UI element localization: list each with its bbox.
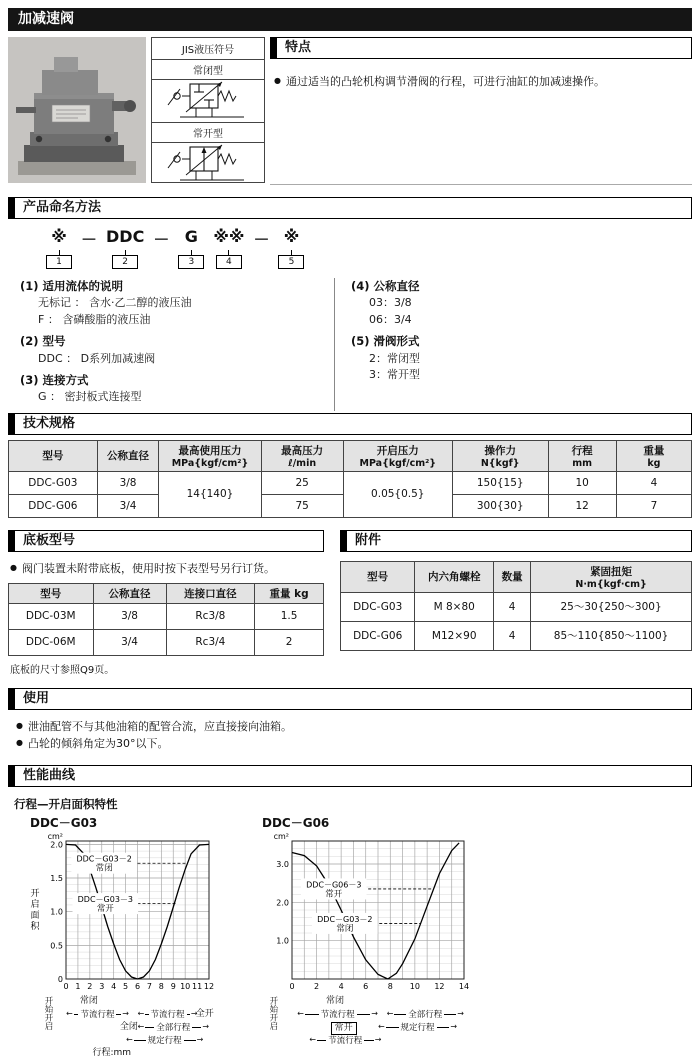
naming-group-spool — [351, 333, 688, 383]
specs-col-weight: 重量 kg — [616, 440, 691, 471]
accessories-table — [340, 561, 692, 651]
naming-group-line: 06：3/4 — [368, 312, 412, 326]
naming-group-diameter — [351, 278, 688, 328]
baseplate-cell: DDC-03M — [9, 603, 94, 629]
accessories-cell: M12×90 — [415, 621, 494, 650]
chart-annotation: ← 节流行程 → — [297, 1009, 378, 1021]
usage-heading: 使用 — [8, 688, 692, 710]
svg-text:4: 4 — [111, 981, 117, 991]
code-part: ※ — [283, 227, 300, 246]
chart-ddc-g06 — [258, 814, 482, 1060]
code-part: DDC — [106, 227, 145, 246]
accessories-cell: 4 — [494, 592, 531, 621]
baseplate-cell: 3/4 — [93, 629, 166, 655]
baseplate-note — [10, 560, 322, 577]
svg-text:11: 11 — [191, 981, 203, 991]
specs-col-cracking-pressure: 开启压力 MPa{kgf/cm²} — [343, 440, 452, 471]
spec-cell: DDC-G06 — [9, 494, 98, 517]
naming-left-column — [20, 278, 334, 411]
spec-cell-merged: 0.05{0.5} — [343, 471, 452, 517]
naming-group-heading: (1) 适用流体的说明 — [20, 279, 124, 293]
naming-group-heading: (2) 型号 — [20, 334, 66, 349]
accessories-row — [341, 592, 692, 621]
specs-col-operating-force: 操作力 N{kgf} — [452, 440, 548, 471]
top-section — [8, 37, 692, 185]
baseplate-header-row — [9, 583, 324, 603]
chart-annotation: 开始开启 — [43, 995, 54, 1030]
naming-group-heading: (4) 公称直径 — [350, 279, 420, 293]
svg-text:10: 10 — [180, 981, 191, 991]
chart-annotation: 全闭 — [119, 1021, 138, 1032]
chart-title: DDC－G06 — [262, 815, 330, 830]
svg-text:4: 4 — [338, 981, 344, 991]
svg-text:常闭: 常闭 — [95, 863, 113, 874]
svg-text:8: 8 — [387, 981, 393, 991]
svg-text:2.0: 2.0 — [276, 898, 289, 908]
spec-cell: 10 — [548, 471, 616, 494]
baseplate-row — [9, 629, 324, 655]
spec-cell: 300{30} — [452, 494, 548, 517]
baseplate-cell: Rc3/8 — [166, 603, 255, 629]
svg-text:0: 0 — [289, 981, 295, 991]
svg-text:8: 8 — [158, 981, 164, 991]
naming-section — [8, 219, 692, 413]
svg-text:cm²: cm² — [273, 831, 289, 841]
hydraulic-symbol-closed-icon — [156, 80, 260, 122]
code-part: － — [153, 230, 170, 249]
svg-text:6: 6 — [134, 981, 141, 991]
baseplate-cell: 3/8 — [93, 603, 166, 629]
baseplate-cell: 2 — [255, 629, 324, 655]
chart-annotation: 常闭 — [79, 995, 98, 1006]
naming-group-line: 无标记 ： 含水·乙二醇的液压油 — [38, 296, 192, 310]
svg-text:0.5: 0.5 — [50, 941, 63, 951]
page-title: 加减速阀 — [8, 8, 692, 31]
svg-text:2.0: 2.0 — [50, 840, 63, 850]
jis-label-normally-open: 常开型 — [152, 123, 264, 143]
chart-annotation: ← 节流行程 → — [66, 1009, 129, 1021]
baseplate-footnote: 底板的尺寸参照Q9页。 — [10, 664, 115, 676]
svg-text:0: 0 — [57, 974, 63, 984]
accessories-cell: 25～30{250～300} — [531, 592, 692, 621]
svg-text:12: 12 — [434, 981, 445, 991]
naming-group-line: 2：常闭型 — [368, 351, 420, 365]
chart-annotations-g06 — [258, 994, 482, 1060]
bullet-icon: ● — [16, 720, 23, 730]
jis-label-normally-closed: 常闭型 — [152, 60, 264, 80]
accessories-heading: 附件 — [340, 530, 692, 552]
baseplate-table — [8, 583, 324, 656]
specs-heading: 技术规格 — [8, 413, 692, 435]
code-part: － — [81, 230, 98, 249]
chart-annotation: ← 节流行程 → — [137, 1009, 198, 1021]
chart-annotation: 全开 — [195, 1008, 214, 1019]
svg-text:6: 6 — [363, 981, 369, 991]
chart-ddc-g03 — [26, 814, 230, 1060]
chart-title: DDC－G03 — [30, 815, 98, 830]
code-part: ※※ — [213, 227, 245, 246]
baseplate-cell: Rc3/4 — [166, 629, 255, 655]
spec-cell: 25 — [261, 471, 343, 494]
svg-text:常开: 常开 — [325, 889, 343, 900]
specs-col-diameter: 公称直径 — [97, 440, 158, 471]
svg-text:1: 1 — [75, 981, 81, 991]
svg-text:积: 积 — [30, 921, 40, 932]
naming-right-column — [334, 278, 688, 411]
naming-group-fluid — [20, 278, 334, 328]
specs-header-row — [9, 440, 692, 471]
specs-col-max-flow: 最高压力 ℓ/min — [261, 440, 343, 471]
specs-col-stroke: 行程 mm — [548, 440, 616, 471]
naming-heading: 产品命名方法 — [8, 197, 692, 219]
naming-group-connection — [20, 372, 334, 406]
naming-group-line: G ： 密封板式连接型 — [38, 390, 142, 404]
features-panel — [270, 37, 692, 185]
baseplate-cell: 1.5 — [255, 603, 324, 629]
svg-text:2: 2 — [314, 981, 320, 991]
svg-text:5: 5 — [123, 981, 129, 991]
specs-row-ddc-g03 — [9, 471, 692, 494]
chart-annotation: 行程:mm — [92, 1047, 132, 1058]
svg-text:开: 开 — [30, 888, 40, 899]
baseplate-col-diameter: 公称直径 — [93, 583, 166, 603]
chart-plot-g03 — [26, 831, 230, 993]
middle-two-column-section — [8, 530, 692, 676]
accessories-row — [341, 621, 692, 650]
jis-symbol-normally-open — [152, 143, 264, 185]
svg-text:3.0: 3.0 — [276, 859, 289, 869]
baseplate-col-port: 连接口直径 — [166, 583, 255, 603]
accessories-header-row — [341, 561, 692, 592]
spec-cell-merged: 14{140} — [159, 471, 261, 517]
accessories-col-torque: 紧固扭矩 N·m{kgf·cm} — [531, 561, 692, 592]
code-part: － — [253, 230, 270, 249]
feature-item — [270, 59, 692, 91]
specs-col-max-working-pressure: 最高使用压力 MPa{kgf/cm²} — [159, 440, 261, 471]
chart-annotation: ← 节流行程 → — [309, 1035, 382, 1047]
spec-cell: 3/4 — [97, 494, 158, 517]
svg-text:DDC－G03－2: DDC－G03－2 — [76, 854, 132, 864]
chart-annotation: ← 规定行程 → — [126, 1035, 204, 1047]
accessories-col-qty: 数量 — [494, 561, 531, 592]
jis-symbol-normally-closed — [152, 80, 264, 123]
naming-group-heading: (3) 连接方式 — [20, 373, 89, 387]
baseplate-section — [8, 530, 324, 676]
svg-text:DDC－G03－3: DDC－G03－3 — [77, 895, 134, 905]
accessories-cell: DDC-G06 — [341, 621, 415, 650]
svg-text:常开: 常开 — [96, 904, 114, 915]
svg-text:7: 7 — [146, 981, 152, 991]
accessories-col-bolt: 内六角螺栓 — [415, 561, 494, 592]
chart-annotation: 常开 — [331, 1022, 357, 1035]
naming-group-line: 03：3/8 — [368, 296, 412, 310]
spec-cell: 75 — [261, 494, 343, 517]
chart-annotation: ← 规定行程 → — [378, 1022, 458, 1034]
valve-photo-illustration — [8, 37, 146, 183]
code-box-4: 4 — [213, 250, 244, 269]
svg-text:12: 12 — [203, 981, 215, 991]
spec-cell: DDC-G03 — [9, 471, 98, 494]
baseplate-col-weight: 重量 kg — [255, 583, 324, 603]
svg-text:1.0: 1.0 — [50, 907, 63, 917]
jis-title: JIS液压符号 — [152, 38, 264, 60]
bullet-icon: ● — [274, 76, 281, 85]
code-box-3: 3 — [178, 250, 204, 269]
chart-annotations-g03 — [26, 994, 230, 1060]
performance-heading: 性能曲线 — [8, 765, 692, 787]
usage-text: 泄油配管不与其他油箱的配管合流，应直接接向油箱。 — [27, 719, 292, 733]
naming-group-line: DDC ： D系列加减速阀 — [38, 351, 156, 365]
svg-text:DDC－G03－2: DDC－G03－2 — [317, 914, 373, 924]
code-part: ※ — [51, 227, 67, 246]
svg-text:1.0: 1.0 — [276, 936, 289, 946]
chart-annotation: ← 全部行程 → — [386, 1009, 464, 1021]
svg-text:3: 3 — [99, 981, 105, 991]
spec-cell: 12 — [548, 494, 616, 517]
svg-text:常闭: 常闭 — [336, 923, 354, 934]
svg-text:9: 9 — [170, 981, 176, 991]
spec-cell: 7 — [616, 494, 691, 517]
baseplate-col-model: 型号 — [9, 583, 94, 603]
naming-group-heading: (5) 滑阀形式 — [350, 334, 420, 349]
bullet-icon: ● — [16, 738, 23, 748]
accessories-col-model: 型号 — [341, 561, 415, 592]
code-box-2: 2 — [106, 250, 144, 269]
svg-text:DDC－G06－3: DDC－G06－3 — [306, 880, 362, 890]
svg-text:10: 10 — [409, 981, 420, 991]
svg-text:面: 面 — [30, 910, 40, 921]
baseplate-row — [9, 603, 324, 629]
spec-cell: 150{15} — [452, 471, 548, 494]
svg-text:1.5: 1.5 — [50, 874, 63, 884]
charts-row — [26, 814, 692, 1060]
spec-cell: 4 — [616, 471, 691, 494]
usage-section — [8, 710, 692, 753]
model-code — [46, 227, 688, 269]
code-part: G — [184, 227, 198, 246]
svg-text:2: 2 — [87, 981, 93, 991]
accessories-section — [340, 530, 692, 676]
accessories-cell: DDC-G03 — [341, 592, 415, 621]
accessories-cell: 85～110{850～1100} — [531, 621, 692, 650]
performance-section — [8, 787, 692, 1060]
code-box-1: 1 — [46, 250, 72, 269]
naming-group-model — [20, 333, 334, 367]
chart-annotation: ← 全部行程 → — [137, 1022, 210, 1034]
features-heading: 特点 — [270, 37, 692, 59]
jis-symbol-panel — [151, 37, 265, 183]
performance-subtitle: 行程—开启面积特性 — [14, 796, 118, 811]
svg-text:启: 启 — [30, 899, 40, 910]
accessories-cell: 4 — [494, 621, 531, 650]
accessories-cell: M 8×80 — [415, 592, 494, 621]
spec-cell: 3/8 — [97, 471, 158, 494]
chart-annotation: 开始开启 — [267, 995, 278, 1030]
usage-text: 凸轮的倾斜角定为30°以下。 — [27, 737, 169, 751]
svg-text:14: 14 — [458, 981, 470, 991]
hydraulic-symbol-open-icon — [156, 143, 260, 185]
code-box-5: 5 — [278, 250, 304, 269]
bullet-icon: ● — [10, 562, 17, 572]
naming-group-line: 3：常开型 — [368, 368, 420, 381]
product-photo — [8, 37, 146, 183]
svg-text:0: 0 — [63, 981, 69, 991]
baseplate-heading: 底板型号 — [8, 530, 324, 552]
naming-group-line: F ： 含磷酸脂的液压油 — [38, 312, 151, 326]
usage-item — [12, 718, 690, 736]
specs-col-model: 型号 — [9, 440, 98, 471]
baseplate-cell: DDC-06M — [9, 629, 94, 655]
svg-text:cm²: cm² — [47, 831, 63, 841]
usage-item — [12, 735, 690, 753]
chart-annotation: 常闭 — [325, 995, 345, 1006]
feature-text: 通过适当的凸轮机构调节滑阀的行程，可进行油缸的加减速操作。 — [285, 75, 605, 88]
chart-plot-g06 — [258, 831, 482, 993]
specs-table — [8, 440, 692, 518]
baseplate-note-text: 阀门装置未附带底板，使用时按下表型号另行订货。 — [21, 561, 275, 575]
